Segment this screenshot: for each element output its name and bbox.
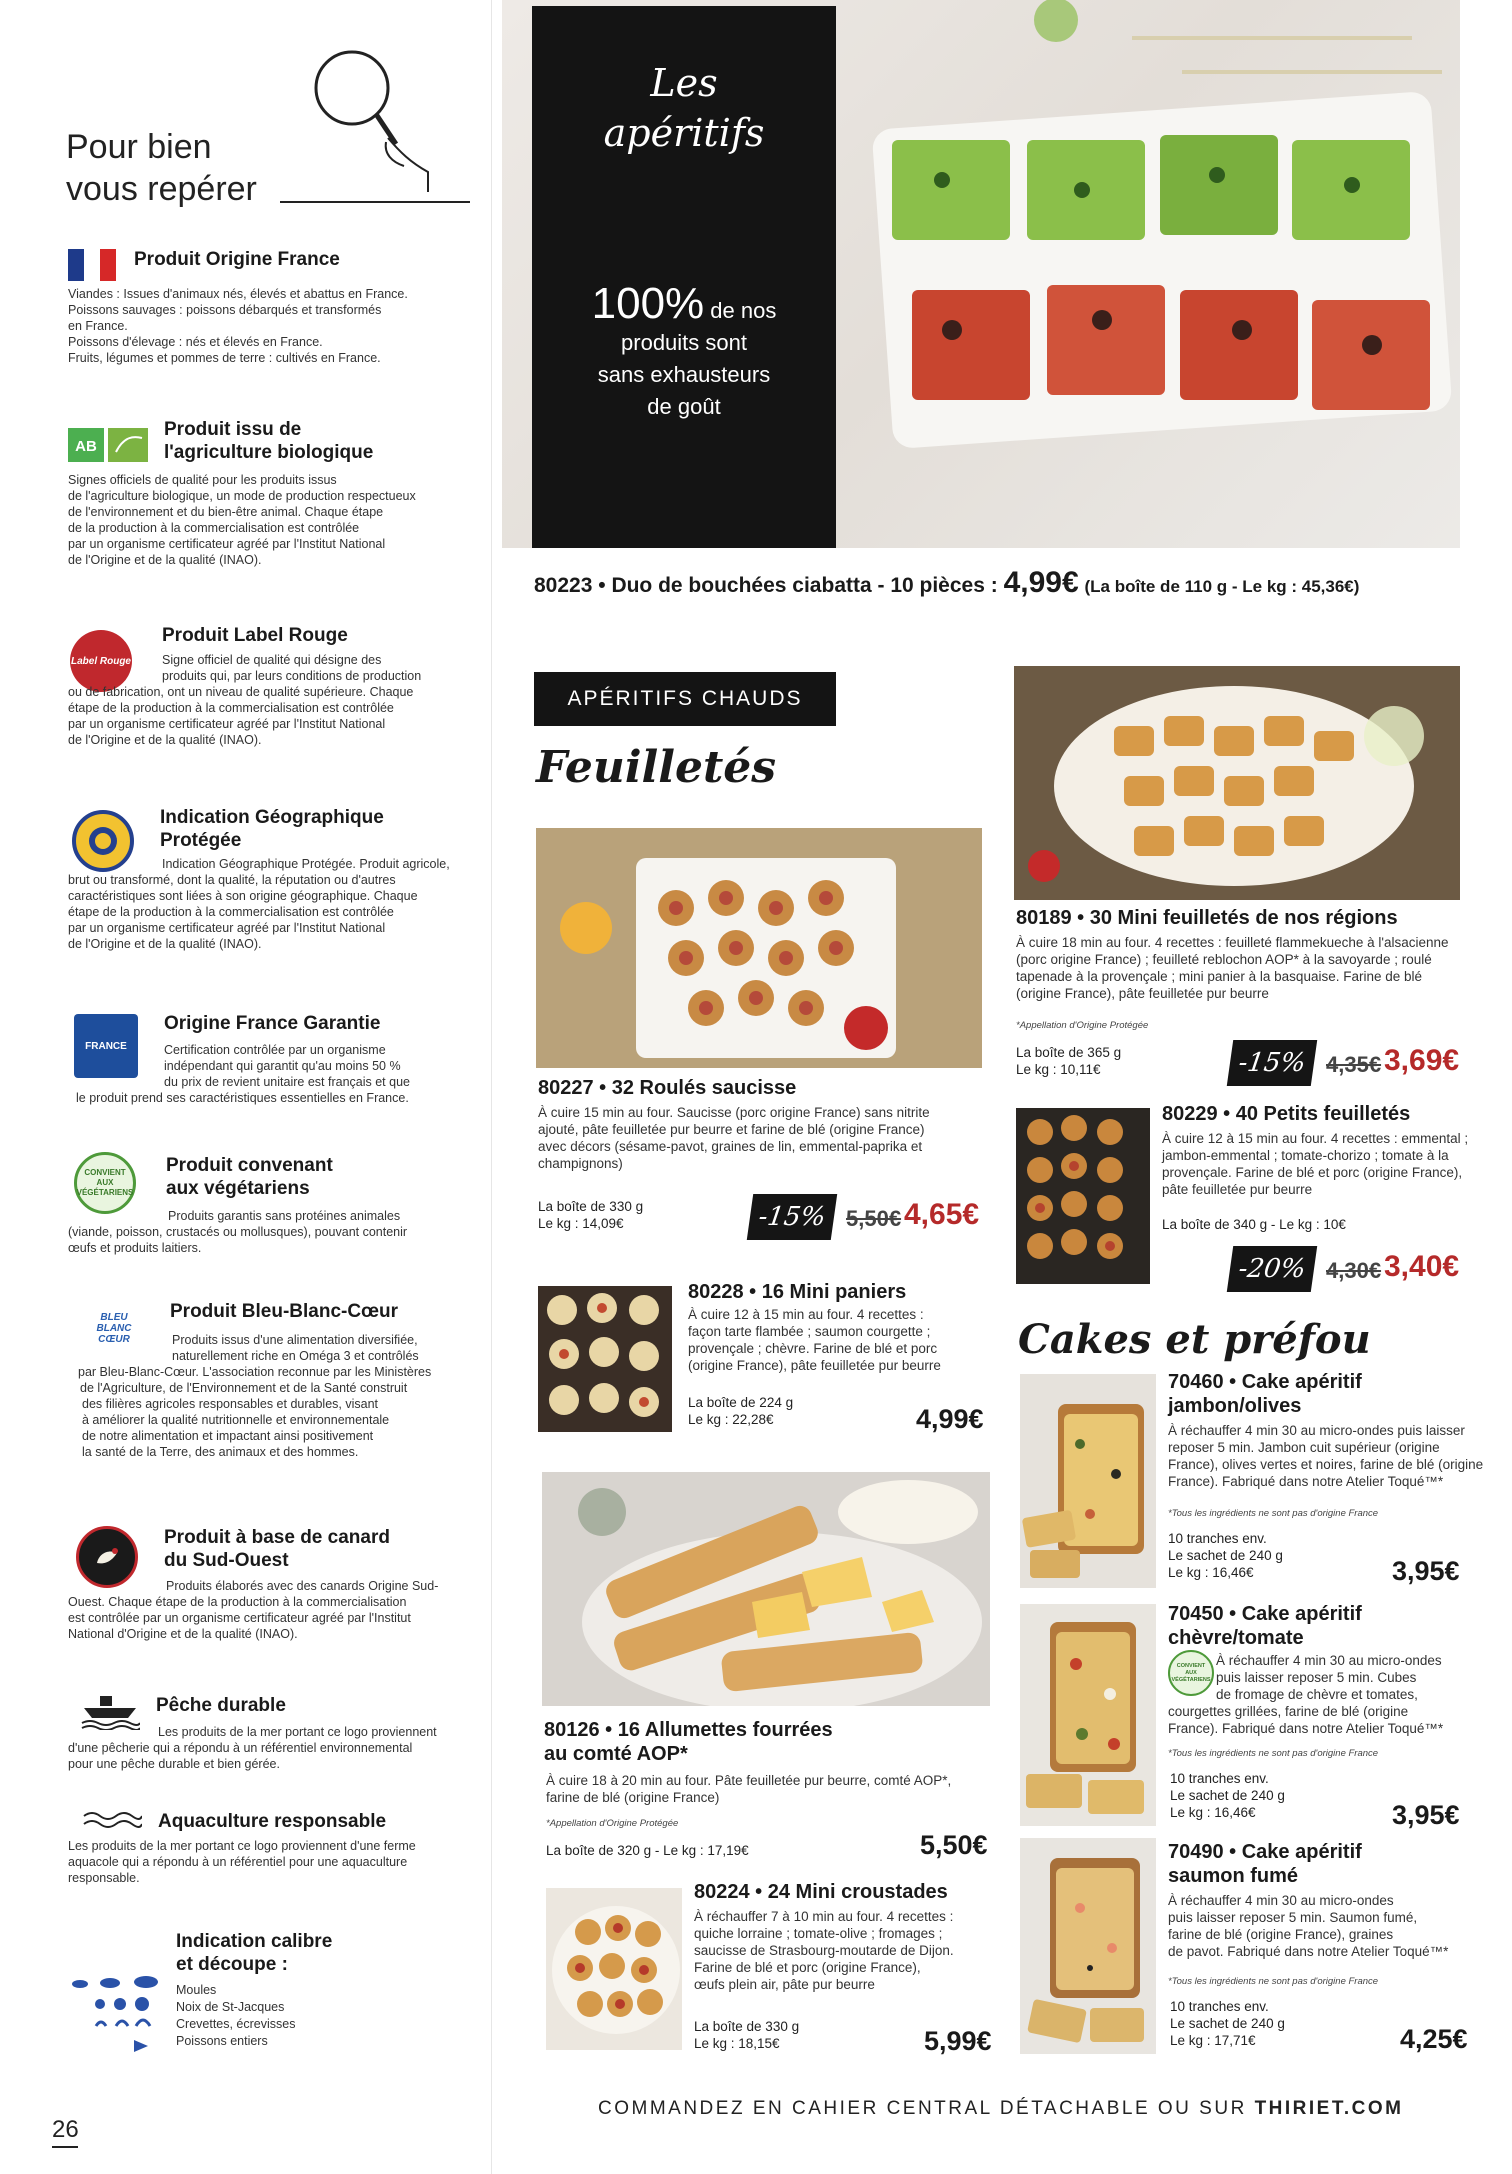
new-price-80189: 3,69€ [1384,1044,1460,1077]
cert-peche-durable [66,1690,466,1790]
calibre-title: Indication calibre et découpe : [176,1931,333,1975]
cert-text: Signe officiel de qualité qui désigne des produits qui, par leurs conditions de production ou de fabrication, ont un niveau de qualité supérieure. Chaque étape de la production à la commercialisation est contrôlée par un organisme certificateur agréé par l'Institut National de l'Origine et de la qualité (INAO). [68,653,422,747]
hero-product-line: 80223 • Duo de bouchées ciabatta - 10 pièces : 4,99€ (La boîte de 110 g - Le kg : 45,36€) [534,566,1360,599]
cert-text: Indication Géographique Protégée. Produit agricole, brut ou transformé, dont la qualité, la réputation ou d'autres caractéristiques sont liées à son origine géographique. Chaque étape de la production à la commercialisation est contrôlée par un organisme certificateur agréé par l'Institut National de l'Origine et de la qualité (INAO). [68,857,450,951]
cert-title: Produit convenant aux végétariens [166,1155,333,1199]
product-info-70460: 10 tranches env. Le sachet de 240 g Le kg : 16,46€ [1168,1531,1283,1580]
cert-title: Aquaculture responsable [158,1811,387,1832]
calibre-legend [66,1930,466,2080]
cake-chevre-tomate-photo [1020,1604,1156,1826]
svg-text:AB: AB [75,438,97,455]
petits-feuilletes-photo [1016,1108,1150,1284]
product-note-70450: *Tous les ingrédients ne sont pas d'origine France [1168,1748,1379,1759]
guide-underline [280,201,470,203]
mini-paniers-photo [538,1286,672,1432]
magnifier-icon [300,42,430,192]
cakes-title: Cakes et préfou [1018,1316,1371,1363]
product-title-80224: 80224 • 24 Mini croustades [694,1881,948,1903]
cert-title: Produit Label Rouge [162,625,348,646]
roules-saucisse-photo [536,828,982,1068]
new-price-80229: 3,40€ [1384,1250,1460,1283]
product-info-80228: La boîte de 224 g Le kg : 22,28€ [688,1395,794,1427]
cert-origine-france [66,246,466,386]
product-desc-80228: À cuire 12 à 15 min au four. 4 recettes : façon tarte flambée ; saumon courgette ; provençale ; chèvre. Farine de blé et porc (origine France), pâte feuilletée pur beurre [688,1307,941,1373]
price-80224: 5,99€ [924,2026,992,2056]
section-tag-aperitifs-chauds: APÉRITIFS CHAUDS [534,672,836,726]
feuilletes-title: Feuilletés [536,742,777,793]
guide-title: Pour bien vous repérer [66,128,257,208]
label-rouge-icon: Label Rouge [70,630,132,692]
cert-origine-france-garantie [66,1010,466,1130]
product-info-80229: La boîte de 340 g - Le kg : 10€ [1162,1217,1346,1232]
old-price-80189: 4,35€ [1326,1052,1382,1077]
product-info-80126: La boîte de 320 g - Le kg : 17,19€ [546,1843,749,1858]
cert-igp [66,806,466,986]
cert-text: Produits garantis sans protéines animales (viande, poisson, crustacés ou mollusques), pouvant contenir œufs et produits laitiers. [68,1209,408,1255]
cert-text: Les produits de la mer portant ce logo proviennent d'une pêcherie qui a répondu à un référentiel environnemental pour une pêche durable et bien gérée. [68,1725,437,1771]
new-price-80227: 4,65€ [904,1198,980,1231]
page-number-underline [52,2146,78,2148]
calibre-icons [60,1974,170,2064]
cert-bleu-blanc-coeur [66,1296,466,1496]
mini-croustades-photo [546,1888,682,2050]
cert-vegetariens [66,1150,466,1270]
product-desc-70450: À réchauffer 4 min 30 au micro-ondes puis laisser reposer 5 min. Cubes de fromage de chèvre et tomates, courgettes grillées, farine de blé (origine France). Fabriqué dans notre Atelier Toqué™* [1168,1653,1444,1736]
product-info-70490: 10 tranches env. Le sachet de 240 g Le kg : 17,71€ [1170,1999,1285,2048]
promo-badge-80229: -20% [1227,1246,1317,1292]
cert-text: Produits élaborés avec des canards Origine Sud- Ouest. Chaque étape de la production à la commercialisation est contrôlée par un organisme certificateur agréé par l'Institut National d'Origine et de la qualité (INAO). [68,1579,439,1641]
product-desc-70460: À réchauffer 4 min 30 au micro-ondes puis laisser reposer 5 min. Jambon cuit supérieur (origine France), olives vertes et noires, farine de blé (origine France). Fabriqué dans notre Atelier Toqué™* [1168,1423,1484,1489]
product-title-80189: 80189 • 30 Mini feuilletés de nos régions [1016,907,1398,929]
product-info-80224: La boîte de 330 g Le kg : 18,15€ [694,2019,800,2051]
price-80228: 4,99€ [916,1404,984,1434]
product-title-80227: 80227 • 32 Roulés saucisse [538,1077,797,1099]
vegetarian-icon: CONVIENT AUX VÉGÉTARIENS [74,1152,136,1214]
product-info-70450: 10 tranches env. Le sachet de 240 g Le kg : 16,46€ [1170,1771,1285,1820]
promo-badge-80189: -15% [1227,1040,1317,1086]
cert-text: Signes officiels de qualité pour les produits issus de l'agriculture biologique, un mode de production respectueux de l'environnement et du bien-être animal. Chaque étape de la production à la commercialisation est contrôlée par un organisme certificateur agréé par l'Institut National de l'Origine et de la qualité (INAO). [68,473,416,567]
product-desc-70490: À réchauffer 4 min 30 au micro-ondes puis laisser reposer 5 min. Saumon fumé, farine de blé (origine France), graines de pavot. Fabriqué dans notre Atelier Toqué™* [1168,1893,1449,1959]
price-80126: 5,50€ [920,1830,988,1860]
ab-bio-icon [68,428,148,462]
cake-saumon-fume-photo [1020,1838,1156,2054]
vegetarian-badge-70450: CONVIENT AUX VÉGÉTARIENS [1168,1650,1214,1696]
cert-text: Produits issus d'une alimentation diversifiée, naturellement riche en Oméga 3 et contrôlés par Bleu-Blanc-Cœur. L'association reconnue par les Ministères de l'Agriculture, de l'Environnement et de la Santé construit des filières agricoles responsables et durables, visant à améliorer la qualité nutritionnelle et environnementale de notre alimentation et impactant ainsi positivement la santé de la Terre, des animaux et des hommes. [78,1333,432,1459]
product-title-80126: 80126 • 16 Allumettes fourrées au comté AOP* [544,1719,833,1765]
product-title-70460: 70460 • Cake apéritif jambon/olives [1168,1371,1362,1417]
origine-france-garantie-icon: FRANCE [74,1014,138,1078]
aperitifs-banner [532,6,836,548]
cert-bio [66,418,466,598]
footer-order-info: COMMANDEZ EN CAHIER CENTRAL DÉTACHABLE OU SUR THIRIET.COM [598,2098,1404,2119]
product-desc-80227: À cuire 15 min au four. Saucisse (porc origine France) sans nitrite ajouté, pâte feuilletée pur beurre et farine de blé (origine France) avec décors (sésame-pavot, graines de lin, emmental-paprika et champignons) [538,1105,930,1171]
page-number: 26 [52,2116,79,2143]
calibre-list: Moules Noix de St-Jacques Crevettes, écrevisses Poissons entiers [176,1983,296,2048]
cert-title: Produit Origine France [134,249,340,270]
price-70490: 4,25€ [1400,2024,1468,2054]
product-desc-80126: À cuire 18 à 20 min au four. Pâte feuilletée pur beurre, comté AOP*, farine de blé (origine France) [546,1773,952,1805]
legend-column [0,0,492,2174]
product-desc-80189: À cuire 18 min au four. 4 recettes : feuilleté flammekueche à l'alsacienne (porc origine France) ; feuilleté reblochon AOP* à la savoyarde ; roulé tapenade à la provençale ; mini panier à la basquaise. Farine de blé (origine France), pâte feuilletée pur beurre [1016,935,1449,1001]
product-note-80189: *Appellation d'Origine Protégée [1016,1020,1149,1031]
cert-title: Produit Bleu-Blanc-Cœur [170,1301,398,1322]
price-70460: 3,95€ [1392,1556,1460,1586]
product-note-70490: *Tous les ingrédients ne sont pas d'origine France [1168,1976,1379,1987]
product-info-80189: La boîte de 365 g Le kg : 10,11€ [1016,1045,1122,1077]
allumettes-comte-photo [542,1472,990,1706]
waves-icon [82,1808,142,1834]
no-flavor-enhancers-claim: 100% de nos produits sont sans exhausteurs de goût [591,279,777,419]
promo-badge-80227: -15% [747,1194,837,1240]
price-70450: 3,95€ [1392,1800,1460,1830]
cert-aquaculture [66,1808,466,1888]
cert-title: Origine France Garantie [164,1013,381,1034]
product-title-80228: 80228 • 16 Mini paniers [688,1281,907,1303]
product-info-80227: La boîte de 330 g Le kg : 14,09€ [538,1199,644,1231]
aperitifs-title: Les apéritifs [603,61,765,155]
product-note-70460: *Tous les ingrédients ne sont pas d'origine France [1168,1508,1379,1519]
cert-label-rouge [66,620,466,780]
mini-feuilletes-photo [1014,666,1460,900]
product-title-70450: 70450 • Cake apéritif chèvre/tomate [1168,1603,1362,1649]
old-price-80229: 4,30€ [1326,1258,1382,1283]
product-title-80229: 80229 • 40 Petits feuilletés [1162,1103,1411,1125]
product-desc-80224: À réchauffer 7 à 10 min au four. 4 recettes : quiche lorraine ; tomate-olive ; fromages ; saucisse de Strasbourg-moutarde de Dijon. Farine de blé et porc (origine France), œufs plein air, pâte pur beurre [694,1909,954,1992]
cert-canard-sud-ouest [66,1526,466,1676]
cert-title: Produit issu de l'agriculture biologique [164,419,374,463]
cert-text: Viandes : Issues d'animaux nés, élevés et abattus en France. Poissons sauvages : poissons débarqués et transformés en France. Poissons d'élevage : nés et élevés en France. Fruits, légumes et pommes de terre : cultivés en France. [68,287,408,365]
bleu-blanc-coeur-icon: BLEU BLANC CŒUR [96,1311,132,1345]
cake-jambon-olives-photo [1020,1374,1156,1588]
france-flag-icon [66,246,118,284]
product-note-80126: *Appellation d'Origine Protégée [546,1818,679,1829]
cert-text: Certification contrôlée par un organisme indépendant qui garantit qu'au moins 50 % du prix de revient unitaire est français et que le produit prend ses caractéristiques essentielles en France. [76,1043,410,1105]
footer-website-link[interactable]: THIRIET.COM [1254,2098,1404,2119]
product-desc-80229: À cuire 12 à 15 min au four. 4 recettes : emmental ; jambon-emmental ; tomate-chorizo ; tomate à la provençale. Farine de blé et porc (origine France), pâte feuilletée pur beurre [1162,1131,1469,1197]
product-title-70490: 70490 • Cake apéritif saumon fumé [1168,1841,1362,1887]
cert-text: Les produits de la mer portant ce logo proviennent d'une ferme aquacole qui a répondu à un référentiel pour une aquaculture responsable. [68,1839,416,1885]
cert-title: Indication Géographique Protégée [160,807,384,851]
old-price-80227: 5,50€ [846,1206,902,1231]
cert-title: Produit à base de canard du Sud-Ouest [164,1527,390,1571]
cert-title: Pêche durable [156,1695,286,1716]
